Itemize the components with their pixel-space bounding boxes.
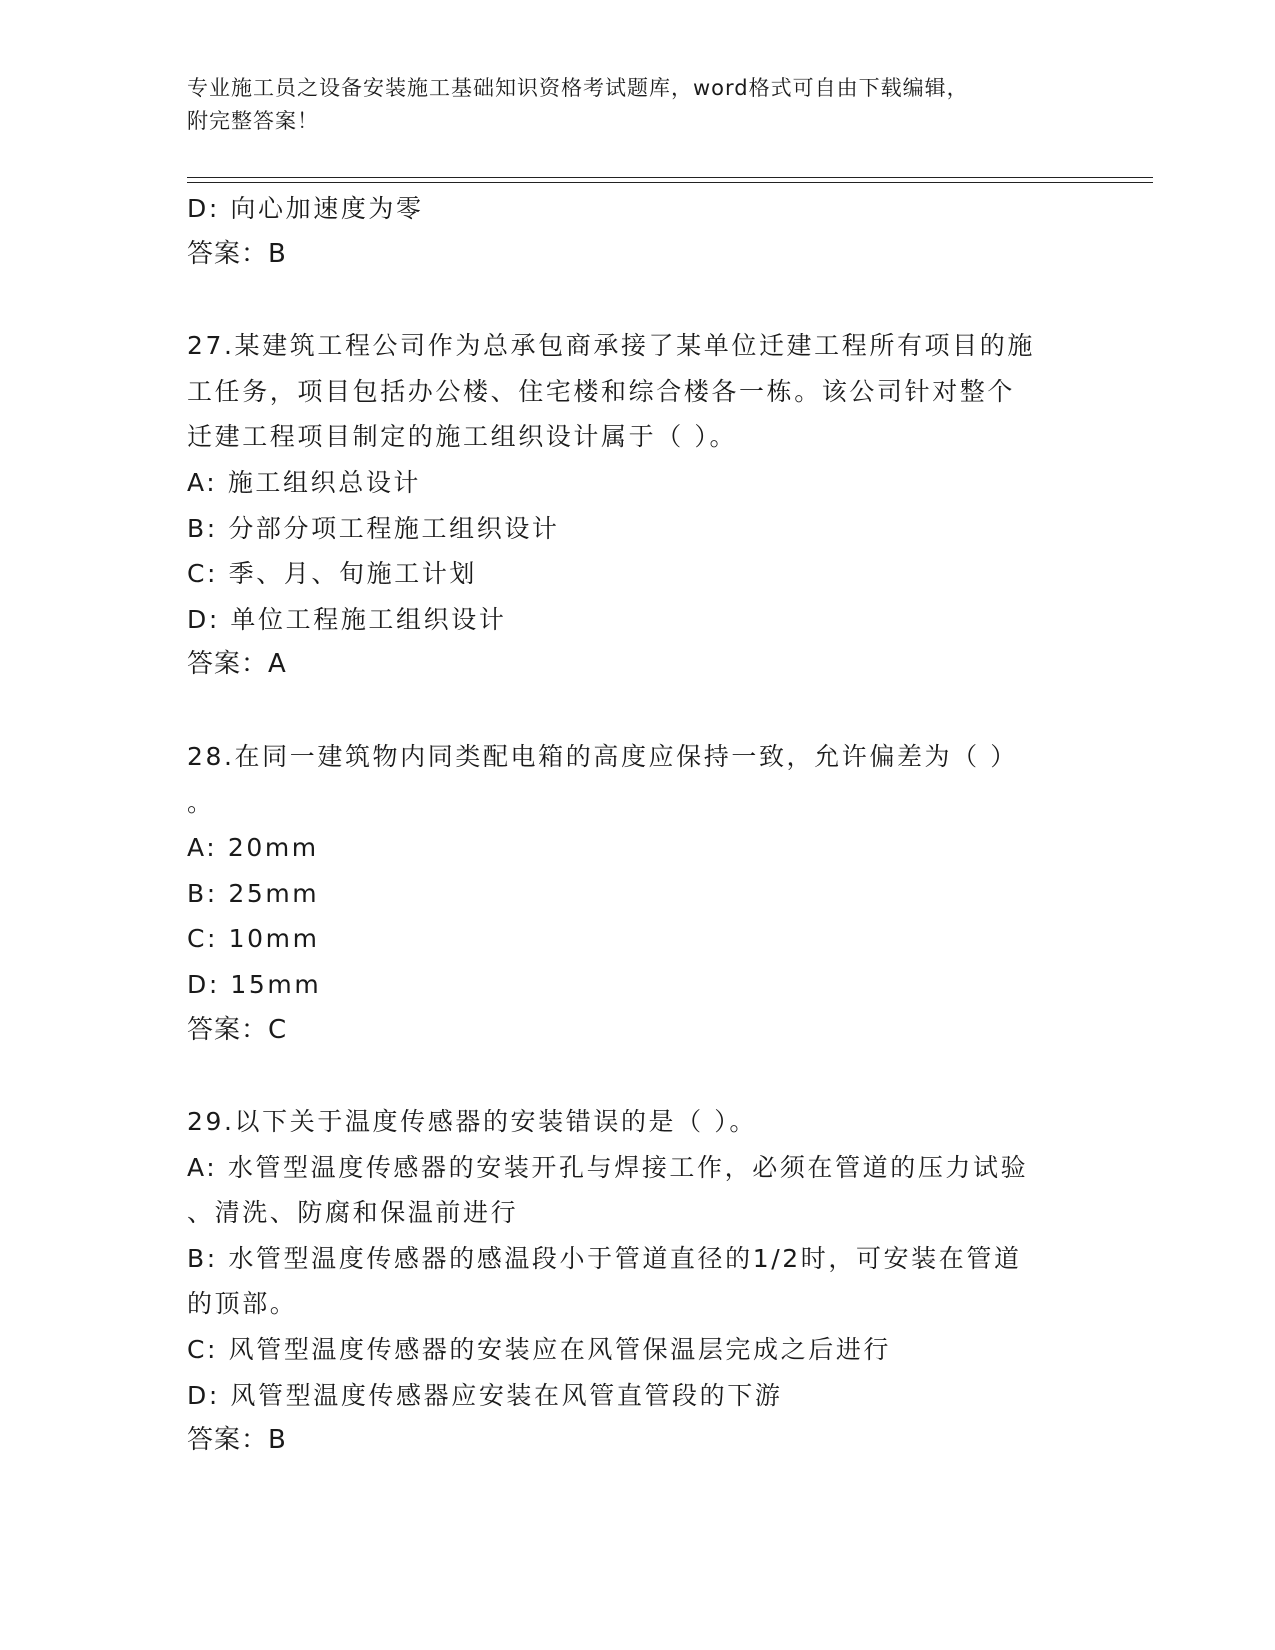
question-28-option-a: A: 20mm [187,833,319,863]
header-line-2: 附完整答案！ [187,109,319,133]
question-29-option-a-cont: 、清洗、防腐和保温前进行 [187,1198,519,1228]
question-29-option-b-cont: 的顶部。 [187,1289,298,1319]
question-27-line-2: 工任务，项目包括办公楼、住宅楼和综合楼各一栋。该公司针对整个 [187,376,1016,406]
question-27-option-c: C: 季、月、旬施工计划 [187,559,478,589]
question-27 [187,323,1087,688]
question-29-option-c: C: 风管型温度传感器的安装应在风管保温层完成之后进行 [187,1335,892,1365]
header-line-1: 专业施工员之设备安装施工基础知识资格考试题库，word格式可自由下载编辑， [187,76,969,100]
question-28-line-2: 。 [187,787,215,817]
header-divider-top [187,177,1153,178]
question-29-option-b: B: 水管型温度传感器的感温段小于管道直径的1/2时，可安装在管道 [187,1243,1022,1273]
prev-option-d: D: 向心加速度为零 [187,194,424,223]
question-29-option-d: D: 风管型温度传感器应安装在风管直管段的下游 [187,1380,783,1410]
question-29 [187,1099,1087,1464]
question-27-line-3: 迁建工程项目制定的施工组织设计属于（ ）。 [187,422,738,452]
question-27-option-b: B: 分部分项工程施工组织设计 [187,513,560,543]
question-28-answer: 答案：C [187,1014,288,1045]
question-28-option-d: D: 15mm [187,969,322,999]
header-divider-bottom [187,182,1153,183]
question-27-line-1: 27.某建筑工程公司作为总承包商承接了某单位迁建工程所有项目的施 [187,331,1035,361]
document-header [187,72,1107,138]
question-27-option-d: D: 单位工程施工组织设计 [187,604,507,634]
question-29-line-1: 29.以下关于温度传感器的安装错误的是（ ）。 [187,1107,758,1137]
question-28-line-1: 28.在同一建筑物内同类配电箱的高度应保持一致，允许偏差为（ ） [187,741,1018,771]
question-content [187,186,1087,1464]
question-29-option-a: A: 水管型温度传感器的安装开孔与焊接工作，必须在管道的压力试验 [187,1152,1029,1182]
prev-answer: 答案：B [187,238,287,269]
question-27-option-a: A: 施工组织总设计 [187,467,422,497]
question-28 [187,734,1087,1053]
question-28-option-b: B: 25mm [187,878,320,908]
question-28-option-c: C: 10mm [187,924,320,954]
question-27-answer: 答案：A [187,649,287,680]
question-29-answer: 答案：B [187,1425,287,1456]
